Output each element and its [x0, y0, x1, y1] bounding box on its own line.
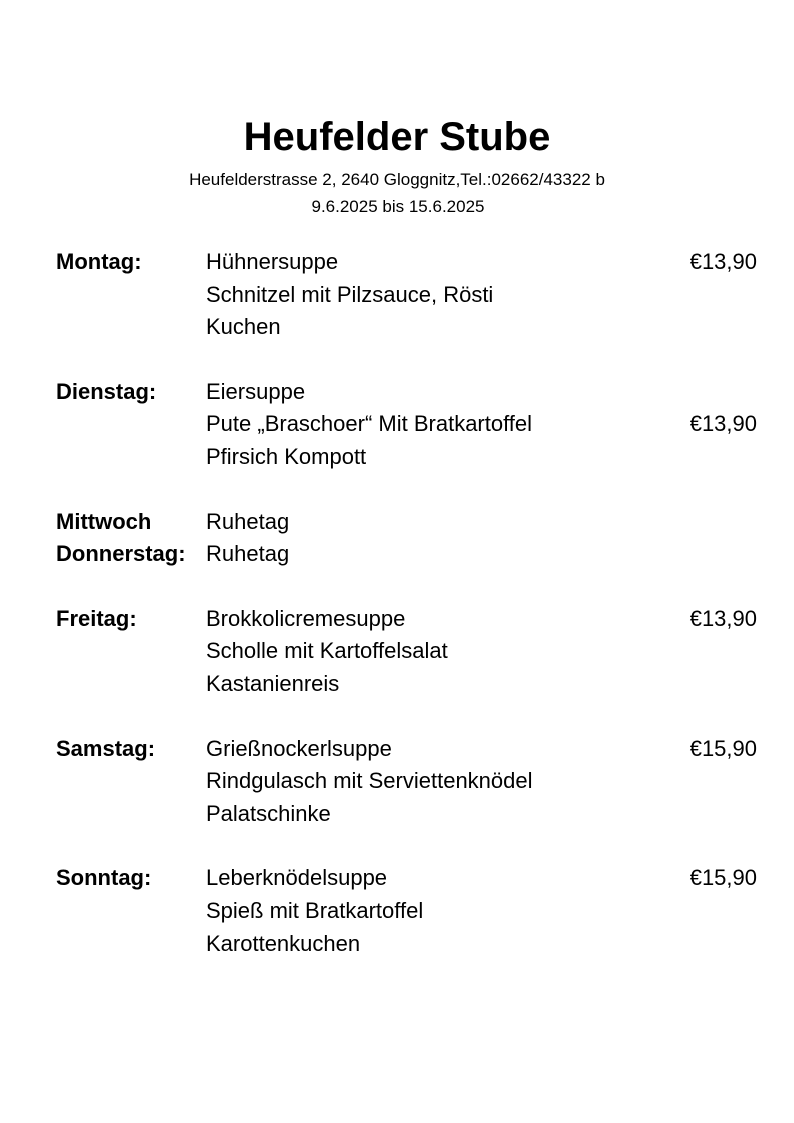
menu-row	[56, 668, 766, 701]
day-label: Mittwoch	[56, 508, 152, 534]
menu-row	[56, 895, 766, 928]
dish-soup: Leberknödelsuppe	[206, 865, 388, 891]
menu-row	[56, 798, 766, 831]
menu-row	[56, 246, 766, 279]
dish-main: Rindgulasch mit Serviettenknödel	[206, 768, 533, 794]
dish-soup: Grießnockerlsuppe	[206, 735, 392, 761]
menu-row	[56, 376, 766, 409]
dish-dessert: Pfirsich Kompott	[206, 443, 367, 469]
weekly-menu	[56, 246, 766, 992]
day-label: Dienstag:	[56, 378, 157, 404]
day-sunday	[56, 862, 766, 960]
day-saturday	[56, 733, 766, 831]
dish-soup: Brokkolicremesuppe	[206, 605, 406, 631]
dish-main: Spieß mit Bratkartoffel	[206, 897, 424, 923]
day-label: Samstag:	[56, 735, 156, 761]
dish-dessert: Palatschinke	[206, 800, 331, 826]
dish-closed: Ruhetag	[206, 508, 290, 534]
menu-row	[56, 928, 766, 961]
dish-main: Scholle mit Kartoffelsalat	[206, 638, 448, 664]
price: €15,90	[689, 865, 757, 891]
menu-row	[56, 408, 766, 441]
day-label: Montag:	[56, 249, 142, 274]
menu-row	[56, 506, 766, 539]
dish-dessert: Karottenkuchen	[206, 930, 361, 956]
day-monday	[56, 246, 766, 344]
menu-row	[56, 765, 766, 798]
dish-side: Kastanienreis	[206, 670, 340, 696]
menu-row	[56, 538, 766, 571]
menu-row	[56, 441, 766, 474]
dish-main: Schnitzel mit Pilzsauce, Rösti	[206, 281, 494, 307]
dish-dessert: Kuchen	[206, 314, 281, 340]
restaurant-title: Heufelder Stube	[243, 115, 551, 159]
week-dates: 9.6.2025 bis 15.6.2025	[311, 197, 485, 216]
dish-soup: Eiersuppe	[206, 378, 306, 404]
day-label: Donnerstag:	[56, 541, 186, 567]
price: €13,90	[689, 411, 757, 437]
price: €15,90	[689, 735, 757, 761]
dish-soup: Hühnersuppe	[206, 249, 339, 274]
menu-row	[56, 603, 766, 636]
dish-closed: Ruhetag	[206, 541, 290, 567]
menu-row	[56, 635, 766, 668]
day-friday	[56, 603, 766, 701]
day-tuesday	[56, 376, 766, 474]
menu-row	[56, 733, 766, 766]
dish-main: Pute „Braschoer“ Mit Bratkartoffel	[206, 411, 533, 437]
restaurant-address: Heufelderstrasse 2, 2640 Gloggnitz,Tel.:02662/43322 b	[189, 170, 605, 189]
day-wednesday	[56, 506, 766, 539]
day-thursday	[56, 538, 766, 571]
menu-row	[56, 279, 766, 312]
price: €13,90	[689, 249, 757, 274]
menu-row	[56, 862, 766, 895]
day-label: Sonntag:	[56, 865, 152, 891]
day-label: Freitag:	[56, 605, 137, 631]
price: €13,90	[689, 605, 757, 631]
menu-row	[56, 311, 766, 344]
